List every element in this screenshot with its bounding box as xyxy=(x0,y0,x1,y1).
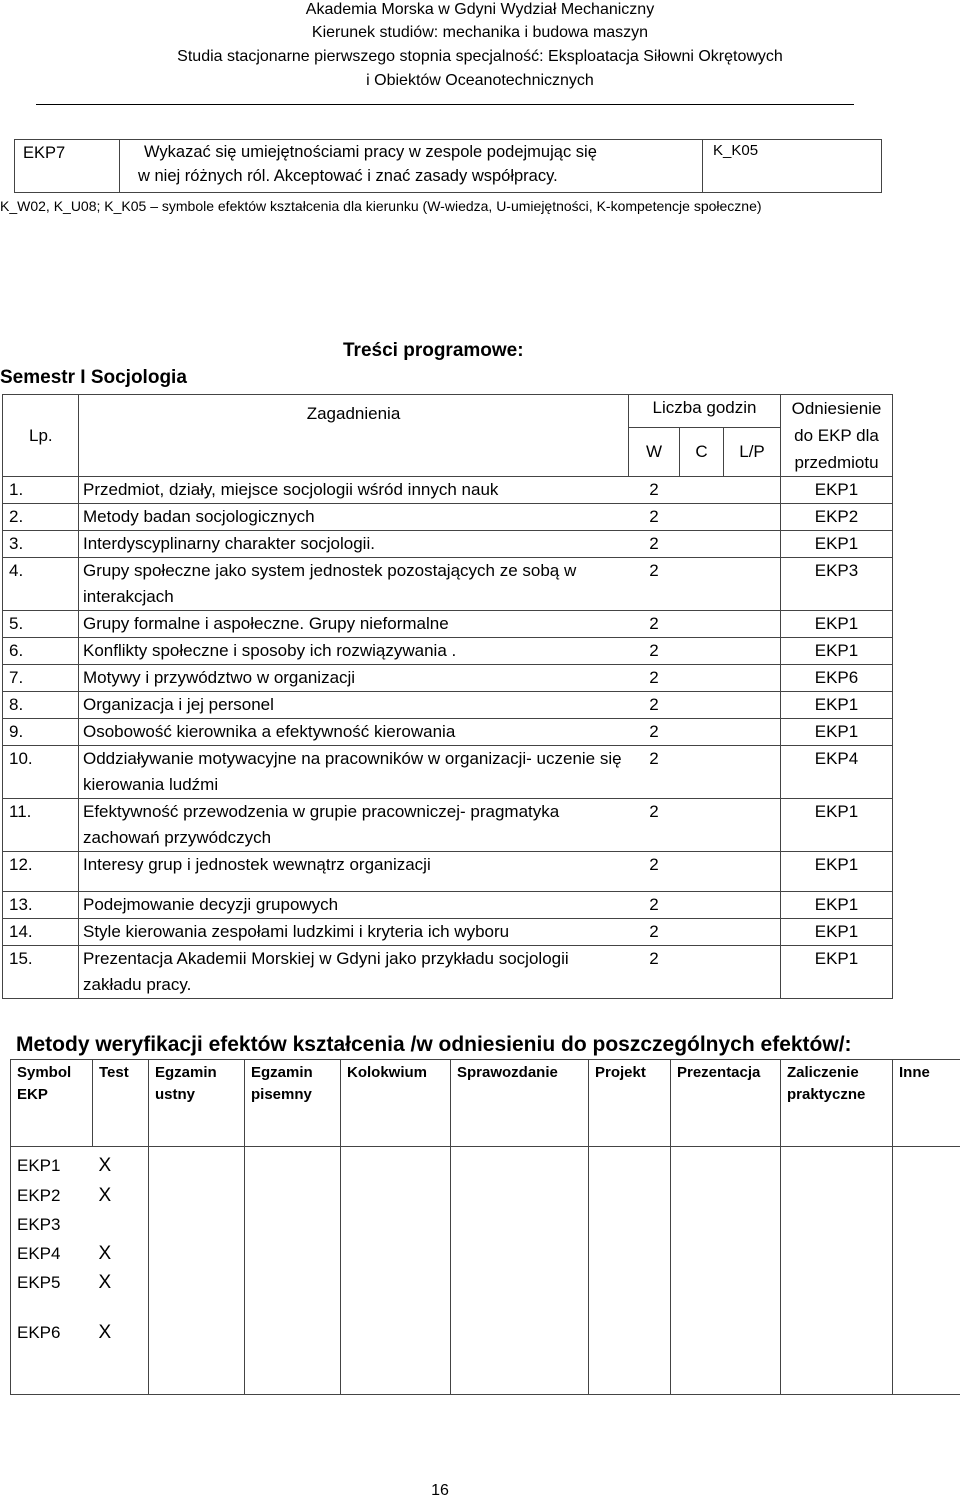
ekp7-description xyxy=(120,140,703,193)
program-table xyxy=(2,394,893,999)
row-hours-c xyxy=(680,665,724,692)
legend-text: K_W02, K_U08; K_K05 – symbole efektów kształcenia dla kierunku (W-wiedza, U-umiejętności, K-kompetencje społeczne) xyxy=(0,198,762,214)
ekp7-desc-line1: Wykazać się umiejętnościami pracy w zespole podejmując się xyxy=(144,143,597,161)
row-topic: Style kierowania zespołami ludzkimi i kryteria ich wyboru xyxy=(79,919,629,946)
methods-header-cell: Sprawozdanie xyxy=(451,1060,589,1147)
methods-header-cell: Projekt xyxy=(589,1060,671,1147)
row-hours-lp xyxy=(724,692,781,719)
row-lp: 12. xyxy=(3,852,79,892)
col-lp-header: Lp. xyxy=(3,395,79,477)
row-hours-lp xyxy=(724,638,781,665)
row-hours-lp xyxy=(724,477,781,504)
row-ref: EKP1 xyxy=(781,919,893,946)
methods-empty-cell xyxy=(781,1147,893,1395)
row-hours-w: 2 xyxy=(629,746,680,799)
ekp7-ref: K_K05 xyxy=(703,140,882,193)
row-hours-lp xyxy=(724,558,781,611)
row-hours-lp xyxy=(724,531,781,558)
table-row xyxy=(3,946,893,999)
methods-symbol: EKP1 xyxy=(17,1156,61,1175)
col-ref-header: Odniesienie do EKP dla przedmiotu xyxy=(781,395,893,477)
row-lp: 15. xyxy=(3,946,79,999)
row-hours-w: 2 xyxy=(629,799,680,852)
methods-empty-cell xyxy=(589,1147,671,1395)
col-w-header: W xyxy=(629,427,680,476)
row-ref: EKP1 xyxy=(781,611,893,638)
table-row xyxy=(3,558,893,611)
table-row xyxy=(3,919,893,946)
row-lp: 11. xyxy=(3,799,79,852)
row-ref: EKP1 xyxy=(781,719,893,746)
methods-header-cell: Inne xyxy=(893,1060,960,1147)
row-ref: EKP1 xyxy=(781,852,893,892)
table-row xyxy=(3,692,893,719)
row-hours-lp xyxy=(724,665,781,692)
table-row xyxy=(3,892,893,919)
methods-test-mark xyxy=(99,1214,143,1243)
table-row xyxy=(3,504,893,531)
header-divider xyxy=(36,104,854,105)
methods-header-cell: Symbol EKP xyxy=(11,1060,93,1147)
methods-test-mark: X xyxy=(98,1155,112,1176)
ekp7-table xyxy=(14,139,882,193)
methods-header-cell: Zaliczenie praktyczne xyxy=(781,1060,893,1147)
row-topic: Konflikty społeczne i sposoby ich rozwiązywania . xyxy=(79,638,629,665)
row-hours-c xyxy=(680,531,724,558)
header-line-3: Studia stacjonarne pierwszego stopnia specjalność: Eksploatacja Siłowni Okrętowych xyxy=(177,48,783,65)
row-lp: 14. xyxy=(3,919,79,946)
row-ref: EKP6 xyxy=(781,665,893,692)
row-hours-w: 2 xyxy=(629,665,680,692)
row-topic: Metody badan socjologicznych xyxy=(79,504,629,531)
row-hours-lp xyxy=(724,719,781,746)
methods-test-mark: X xyxy=(98,1185,112,1206)
row-hours-w: 2 xyxy=(629,892,680,919)
methods-header-cell: Egzamin pisemny xyxy=(245,1060,341,1147)
row-hours-lp xyxy=(724,746,781,799)
methods-symbol: EKP2 xyxy=(17,1186,61,1205)
row-lp: 9. xyxy=(3,719,79,746)
row-topic: Oddziaływanie motywacyjne na pracowników w organizacji- uczenie się kierowania ludźmi xyxy=(79,746,629,799)
row-hours-lp xyxy=(724,504,781,531)
methods-table xyxy=(10,1059,960,1395)
row-lp: 10. xyxy=(3,746,79,799)
row-hours-c xyxy=(680,558,724,611)
row-topic: Motywy i przywództwo w organizacji xyxy=(79,665,629,692)
methods-symbol: EKP4 xyxy=(17,1244,61,1263)
row-hours-w: 2 xyxy=(629,692,680,719)
row-topic: Osobowość kierownika a efektywność kierowania xyxy=(79,719,629,746)
row-hours-w: 2 xyxy=(629,558,680,611)
row-lp: 8. xyxy=(3,692,79,719)
methods-symbol: EKP6 xyxy=(17,1323,61,1342)
methods-empty-cell xyxy=(341,1147,451,1395)
methods-title: Metody weryfikacji efektów kształcenia /w odniesieniu do poszczególnych efektów/: xyxy=(16,1033,852,1056)
row-hours-c xyxy=(680,477,724,504)
row-hours-w: 2 xyxy=(629,504,680,531)
col-hours-header: Liczba godzin xyxy=(629,395,781,428)
row-hours-c xyxy=(680,946,724,999)
row-lp: 7. xyxy=(3,665,79,692)
row-lp: 13. xyxy=(3,892,79,919)
row-hours-w: 2 xyxy=(629,719,680,746)
row-topic: Interesy grup i jednostek wewnątrz organizacji xyxy=(79,852,629,892)
col-c-header: C xyxy=(680,427,724,476)
row-ref: EKP1 xyxy=(781,638,893,665)
methods-header-cell: Kolokwium xyxy=(341,1060,451,1147)
methods-symbol: EKP3 xyxy=(17,1215,61,1234)
row-hours-lp xyxy=(724,611,781,638)
row-ref: EKP1 xyxy=(781,477,893,504)
row-lp: 2. xyxy=(3,504,79,531)
methods-symbol-cell xyxy=(11,1147,93,1395)
table-row xyxy=(3,719,893,746)
methods-data-row xyxy=(11,1147,960,1395)
row-topic: Podejmowanie decyzji grupowych xyxy=(79,892,629,919)
ekp7-desc-line2: w niej różnych ról. Akceptować i znać zasady współpracy. xyxy=(138,167,558,185)
table-row xyxy=(3,746,893,799)
page-number: 16 xyxy=(431,1482,449,1499)
methods-empty-cell xyxy=(149,1147,245,1395)
row-ref: EKP1 xyxy=(781,946,893,999)
methods-empty-cell xyxy=(451,1147,589,1395)
header-line-2: Kierunek studiów: mechanika i budowa maszyn xyxy=(311,24,649,41)
row-topic: Interdyscyplinarny charakter socjologii. xyxy=(79,531,629,558)
methods-test-mark: X xyxy=(98,1322,112,1343)
row-ref: EKP1 xyxy=(781,799,893,852)
row-lp: 5. xyxy=(3,611,79,638)
row-hours-lp xyxy=(724,946,781,999)
row-hours-lp xyxy=(724,919,781,946)
methods-empty-cell xyxy=(245,1147,341,1395)
row-hours-c xyxy=(680,719,724,746)
row-topic: Grupy formalne i aspołeczne. Grupy nieformalne xyxy=(79,611,629,638)
row-hours-lp xyxy=(724,852,781,892)
methods-header-cell: Egzamin ustny xyxy=(149,1060,245,1147)
header-line-1: Akademia Morska w Gdyni Wydział Mechaniczny xyxy=(305,1,655,18)
methods-test-mark: X xyxy=(98,1272,112,1293)
row-hours-c xyxy=(680,799,724,852)
row-hours-c xyxy=(680,852,724,892)
table-row xyxy=(3,638,893,665)
methods-test-mark: X xyxy=(98,1243,112,1264)
row-hours-w: 2 xyxy=(629,477,680,504)
row-hours-w: 2 xyxy=(629,919,680,946)
row-topic: Efektywność przewodzenia w grupie pracowniczej- pragmatyka zachowań przywódczych xyxy=(79,799,629,852)
row-hours-c xyxy=(680,611,724,638)
semester-title: Semestr I Socjologia xyxy=(0,367,187,388)
row-hours-w: 2 xyxy=(629,946,680,999)
col-topic-header: Zagadnienia xyxy=(79,395,629,477)
row-ref: EKP2 xyxy=(781,504,893,531)
table-row xyxy=(3,611,893,638)
row-ref: EKP1 xyxy=(781,692,893,719)
row-lp: 6. xyxy=(3,638,79,665)
methods-header-cell: Test xyxy=(93,1060,149,1147)
row-ref: EKP3 xyxy=(781,558,893,611)
methods-test-cell xyxy=(93,1147,149,1395)
row-lp: 1. xyxy=(3,477,79,504)
row-hours-lp xyxy=(724,799,781,852)
table-row xyxy=(3,799,893,852)
row-ref: EKP4 xyxy=(781,746,893,799)
methods-symbol: EKP5 xyxy=(17,1273,61,1292)
row-hours-w: 2 xyxy=(629,852,680,892)
row-topic: Przedmiot, działy, miejsce socjologii wśród innych nauk xyxy=(79,477,629,504)
row-ref: EKP1 xyxy=(781,531,893,558)
row-hours-w: 2 xyxy=(629,638,680,665)
header-line-4: i Obiektów Oceanotechnicznych xyxy=(366,72,594,89)
table-row xyxy=(3,665,893,692)
row-hours-c xyxy=(680,746,724,799)
row-hours-w: 2 xyxy=(629,531,680,558)
methods-header-cell: Prezentacja xyxy=(671,1060,781,1147)
row-ref: EKP1 xyxy=(781,892,893,919)
row-lp: 4. xyxy=(3,558,79,611)
methods-empty-cell xyxy=(671,1147,781,1395)
methods-header-row xyxy=(11,1060,960,1147)
table-header-row xyxy=(3,395,893,428)
row-lp: 3. xyxy=(3,531,79,558)
methods-empty-cell xyxy=(893,1147,960,1395)
row-hours-c xyxy=(680,692,724,719)
ekp7-code: EKP7 xyxy=(15,140,120,193)
row-hours-c xyxy=(680,919,724,946)
table-row xyxy=(3,477,893,504)
row-hours-c xyxy=(680,504,724,531)
row-topic: Organizacja i jej personel xyxy=(79,692,629,719)
row-hours-w: 2 xyxy=(629,611,680,638)
table-row xyxy=(3,852,893,892)
section-title: Treści programowe: xyxy=(343,340,524,361)
row-topic: Prezentacja Akademii Morskiej w Gdyni jako przykładu socjologii zakładu pracy. xyxy=(79,946,629,999)
col-lp2-header: L/P xyxy=(724,427,781,476)
row-hours-lp xyxy=(724,892,781,919)
table-row xyxy=(3,531,893,558)
row-hours-c xyxy=(680,638,724,665)
row-hours-c xyxy=(680,892,724,919)
row-topic: Grupy społeczne jako system jednostek pozostających ze sobą w interakcjach xyxy=(79,558,629,611)
